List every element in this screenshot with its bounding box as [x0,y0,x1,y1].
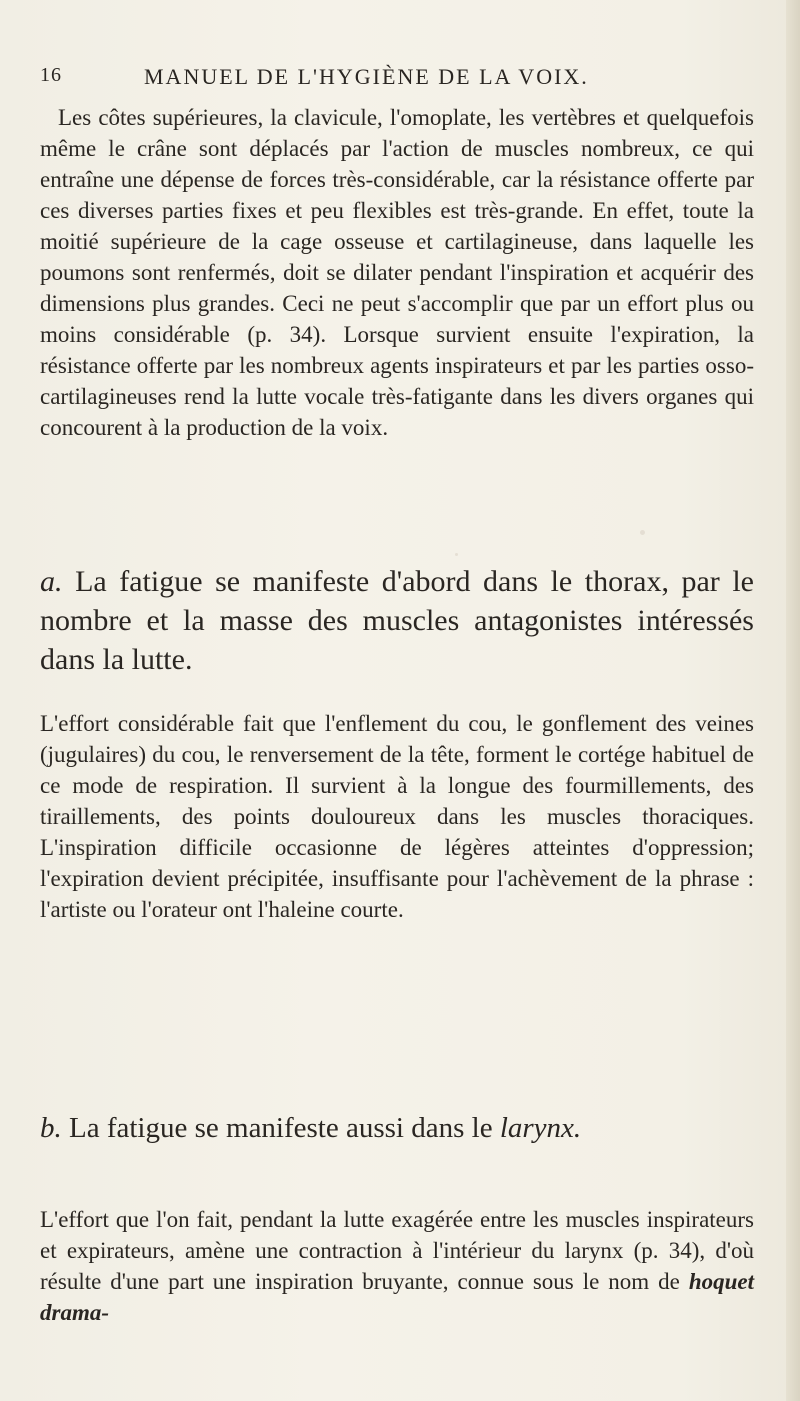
section-b-marker: b. [40,1112,62,1144]
page-header [40,64,760,94]
page-edge-shadow [786,0,800,1401]
paragraph-2: L'effort considérable fait que l'enflement du cou, le gonflement des veines (jugulaires) du cou, le renversement de la tête, forment le cortége habituel de ce mode de respiration. Il survient à la longue des fourmillements, des tiraillements, des points douloureux dans les muscles thoraciques. L'inspiration difficile occasionne de légères atteintes d'oppression; l'expiration devient précipitée, insuffisante pour l'achèvement de la phrase : l'artiste ou l'orateur ont l'haleine courte. [40,711,754,922]
section-b-heading [40,1108,754,1148]
paragraph-3-italic-end: hoquet drama- [40,1269,754,1325]
paragraph-3 [40,1204,754,1328]
section-a-text: La fatigue se manifeste d'abord dans le thorax, par le nombre et la masse des muscles antagonistes intéressés dans la lutte. [40,565,754,676]
section-b-text: La fatigue se manifeste aussi dans le [69,1112,493,1144]
running-title: MANUEL DE L'HYGIÈNE DE LA VOIX. [144,64,589,89]
section-a-heading [40,562,754,679]
section-a-marker: a. [40,565,63,598]
paragraph-1: Les côtes supérieures, la clavicule, l'omoplate, les vertèbres et quelquefois même le crâne sont déplacés par l'action de muscles nombreux, ce qui entraîne une dépense de forces très-considérable, car la résistance offerte par ces diverses parties fixes et peu flexibles est très-grande. En effet, toute la moitié supérieure de la cage osseuse et cartilagineuse, dans laquelle les poumons sont renfermés, doit se dilater pendant l'inspiration et acquérir des dimensions plus grandes. Ceci ne peut s'accomplir que par un effort plus ou moins considérable (p. 34). Lorsque survient ensuite l'expiration, la résistance offerte par les nombreux agents inspirateurs et par les parties osso-cartilagineuses rend la lutte vocale très-fatigante dans les divers organes qui concourent à la production de la voix. [40,105,754,440]
paper-spot [640,530,645,535]
paper-spot [455,553,458,556]
paragraph-3-text: L'effort que l'on fait, pendant la lutte exagérée entre les muscles inspirateurs et expirateurs, amène une contraction à l'intérieur du larynx (p. 34), d'où résulte d'une part une inspiration bruyante, connue sous le nom de [40,1207,754,1294]
section-b-italic-word: larynx. [499,1112,582,1144]
page-number: 16 [40,64,62,86]
